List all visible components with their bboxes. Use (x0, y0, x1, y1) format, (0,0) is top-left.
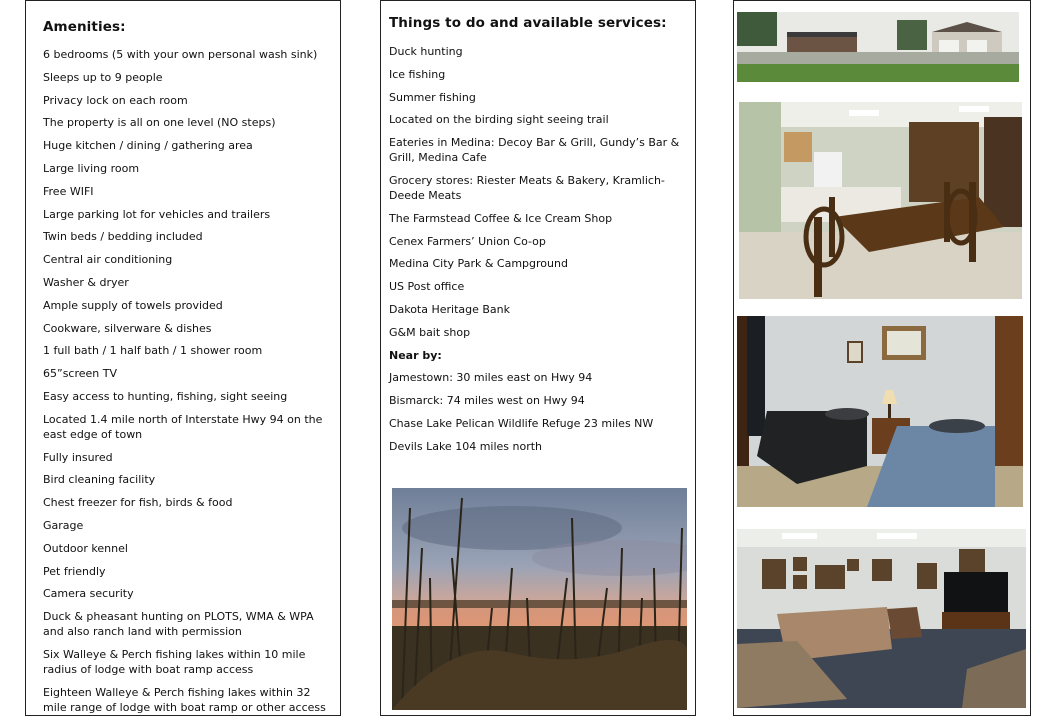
amenities-list (43, 47, 328, 715)
near-by-list (389, 370, 687, 453)
services-list (389, 44, 687, 340)
list-item: Privacy lock on each room (43, 93, 188, 107)
list-item: Medina City Park & Campground (389, 257, 568, 271)
list-item: 1 full bath / 1 half bath / 1 shower room (43, 344, 263, 358)
list-item: Free WIFI (43, 184, 94, 198)
list-item: Cenex Farmers’ Union Co-op (389, 234, 546, 248)
list-item: Washer & dryer (43, 275, 129, 289)
list-item: Twin beds / bedding included (43, 230, 203, 244)
list-item: Located 1.4 mile north of Interstate Hwy 94 on the east edge of town (43, 412, 323, 441)
amenities-title: Amenities: (43, 19, 126, 35)
list-item: Fully insured (43, 450, 113, 464)
list-item: Dakota Heritage Bank (389, 302, 511, 316)
list-item: Eighteen Walleye & Perch fishing lakes within 32 mile range of lodge with boat ramp or other access (43, 685, 326, 714)
list-item: Devils Lake 104 miles north (389, 439, 543, 453)
services-title: Things to do and available services: (389, 15, 667, 31)
exterior-photo (737, 12, 1019, 82)
list-item: Huge kitchen / dining / gathering area (43, 139, 253, 153)
list-item: Sleeps up to 9 people (43, 70, 163, 84)
list-item: Chase Lake Pelican Wildlife Refuge 23 miles NW (389, 416, 654, 430)
sunset-lake-photo (392, 488, 687, 710)
list-item: Cookware, silverware & dishes (43, 321, 212, 335)
list-item: The Farmstead Coffee & Ice Cream Shop (389, 211, 613, 225)
list-item: Ice fishing (389, 67, 446, 81)
list-item: Eateries in Medina: Decoy Bar & Grill, Gundy’s Bar & Grill, Medina Cafe (389, 136, 680, 165)
list-item: Bird cleaning facility (43, 473, 156, 487)
near-by-label: Near by: (389, 348, 442, 362)
list-item: Ample supply of towels provided (43, 298, 223, 312)
list-item: Pet friendly (43, 564, 106, 578)
list-item: Garage (43, 518, 84, 532)
list-item: Chest freezer for fish, birds & food (43, 496, 233, 510)
list-item: The property is all on one level (NO steps) (43, 116, 276, 130)
list-item: Large living room (43, 161, 140, 175)
list-item: Outdoor kennel (43, 541, 128, 555)
list-item: Grocery stores: Riester Meats & Bakery, Kramlich-Deede Meats (389, 173, 665, 202)
kitchen-dining-photo (739, 102, 1022, 299)
list-item: Camera security (43, 587, 134, 601)
list-item: Jamestown: 30 miles east on Hwy 94 (389, 371, 593, 385)
list-item: Easy access to hunting, fishing, sight seeing (43, 389, 288, 403)
list-item: G&M bait shop (389, 325, 471, 339)
list-item: Central air conditioning (43, 253, 173, 267)
amenities-panel (25, 0, 341, 716)
list-item: US Post office (389, 280, 465, 294)
list-item: Large parking lot for vehicles and trailers (43, 207, 271, 221)
list-item: Bismarck: 74 miles west on Hwy 94 (389, 394, 585, 408)
bedroom-photo (737, 316, 1023, 507)
list-item: Summer fishing (389, 90, 476, 104)
living-room-photo (737, 529, 1026, 708)
list-item: Six Walleye & Perch fishing lakes within 10 mile radius of lodge with boat ramp access (43, 647, 306, 676)
list-item: Duck hunting (389, 45, 463, 58)
list-item: 65”screen TV (43, 367, 118, 381)
list-item: 6 bedrooms (5 with your own personal wash sink) (43, 48, 318, 61)
list-item: Located on the birding sight seeing trail (389, 113, 609, 127)
list-item: Duck & pheasant hunting on PLOTS, WMA & WPA and also ranch land with permission (43, 610, 314, 639)
